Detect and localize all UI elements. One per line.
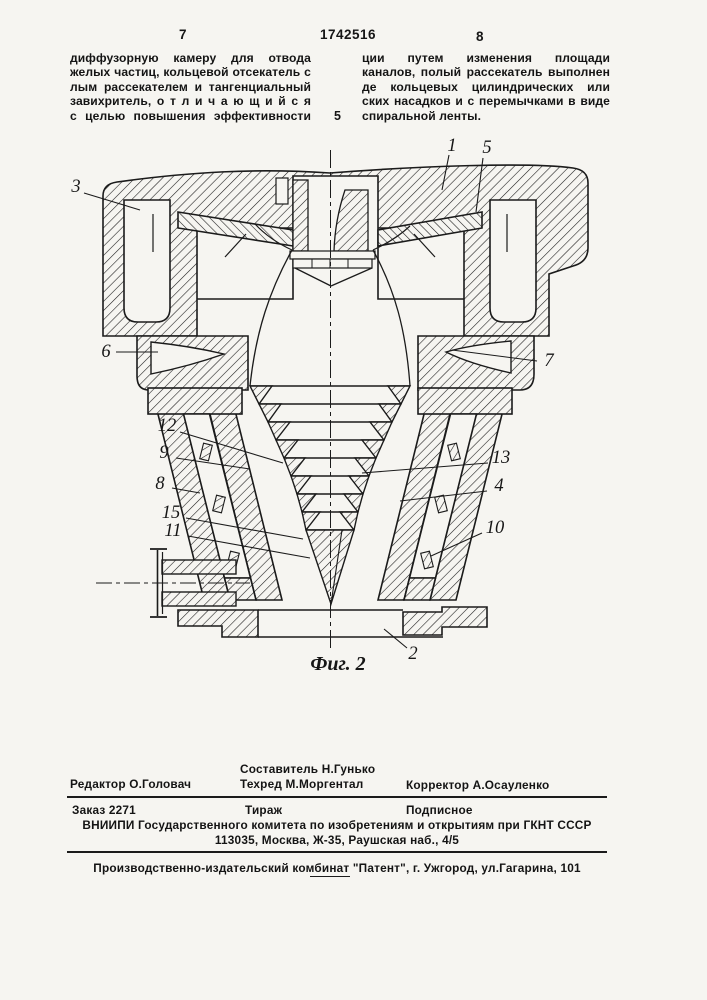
- imprint-corrector: Корректор А.Осауленко: [406, 778, 550, 792]
- part-label: 10: [485, 518, 505, 538]
- imprint-compiler: Составитель Н.Гунько: [240, 762, 376, 776]
- part-label: 11: [164, 521, 182, 541]
- claims-line: желых частиц, кольцевой отсекатель с: [70, 65, 311, 80]
- imprint-printer: Производственно-издательский комбинат "Патент", г. Ужгород, ул.Гагарина, 101: [93, 861, 581, 875]
- part-label: 6: [101, 342, 111, 362]
- right-page-number: 8: [475, 29, 484, 44]
- claims-line: лым рассекателем и тангенциальный: [70, 79, 311, 94]
- part-label: 7: [544, 351, 554, 371]
- imprint-podpisnoe: Подписное: [406, 803, 473, 817]
- part-label: 8: [155, 474, 165, 494]
- right-wall: [378, 388, 512, 600]
- part-label: 3: [71, 177, 81, 197]
- imprint-org-line1: ВНИИПИ Государственного комитета по изобретениям и открытиям при ГКНТ СССР: [82, 818, 592, 832]
- imprint-techred: Техред М.Моргентал: [240, 777, 364, 791]
- imprint-editor: Редактор О.Головач: [70, 777, 192, 791]
- part-label: 13: [491, 448, 511, 468]
- claims-line: диффузорную камеру для отвода: [70, 51, 311, 65]
- divider-rule: [67, 796, 607, 798]
- imprint-order: Заказ 2271: [72, 803, 136, 817]
- patent-number: 1742516: [319, 27, 377, 42]
- left-page-number: 7: [178, 27, 187, 42]
- claims-line-number-marker: 5: [334, 109, 341, 123]
- claims-line: ских насадков и с перемычками в виде: [362, 94, 610, 109]
- part-label: 15: [161, 503, 181, 523]
- part-label: 1: [447, 136, 457, 156]
- base-flange: [178, 607, 487, 637]
- figure-body: [84, 150, 588, 648]
- imprint-org-line2: 113035, Москва, Ж-35, Раушская наб., 4/5: [214, 833, 460, 847]
- claims-line: завихритель, о т л и ч а ю щ и й с я: [70, 94, 311, 109]
- claims-line: де кольцевых цилиндрических или: [362, 79, 610, 94]
- imprint-tirazh: Тираж: [245, 803, 283, 817]
- part-label: 4: [494, 476, 504, 496]
- part-label: 9: [159, 443, 169, 463]
- claims-line: каналов, полый рассекатель выполнен: [362, 65, 610, 80]
- part-label: 2: [408, 644, 418, 664]
- figure-caption: Фиг. 2: [310, 653, 366, 675]
- claims-line: спиральной ленты.: [362, 108, 482, 123]
- patent-underline: [310, 876, 350, 877]
- claims-line: ции путем изменения площади: [362, 51, 610, 65]
- divider-rule: [67, 851, 607, 853]
- claims-line: с целью повышения эффективности: [70, 108, 311, 123]
- part-label: 12: [157, 416, 177, 436]
- part-label: 5: [482, 138, 492, 158]
